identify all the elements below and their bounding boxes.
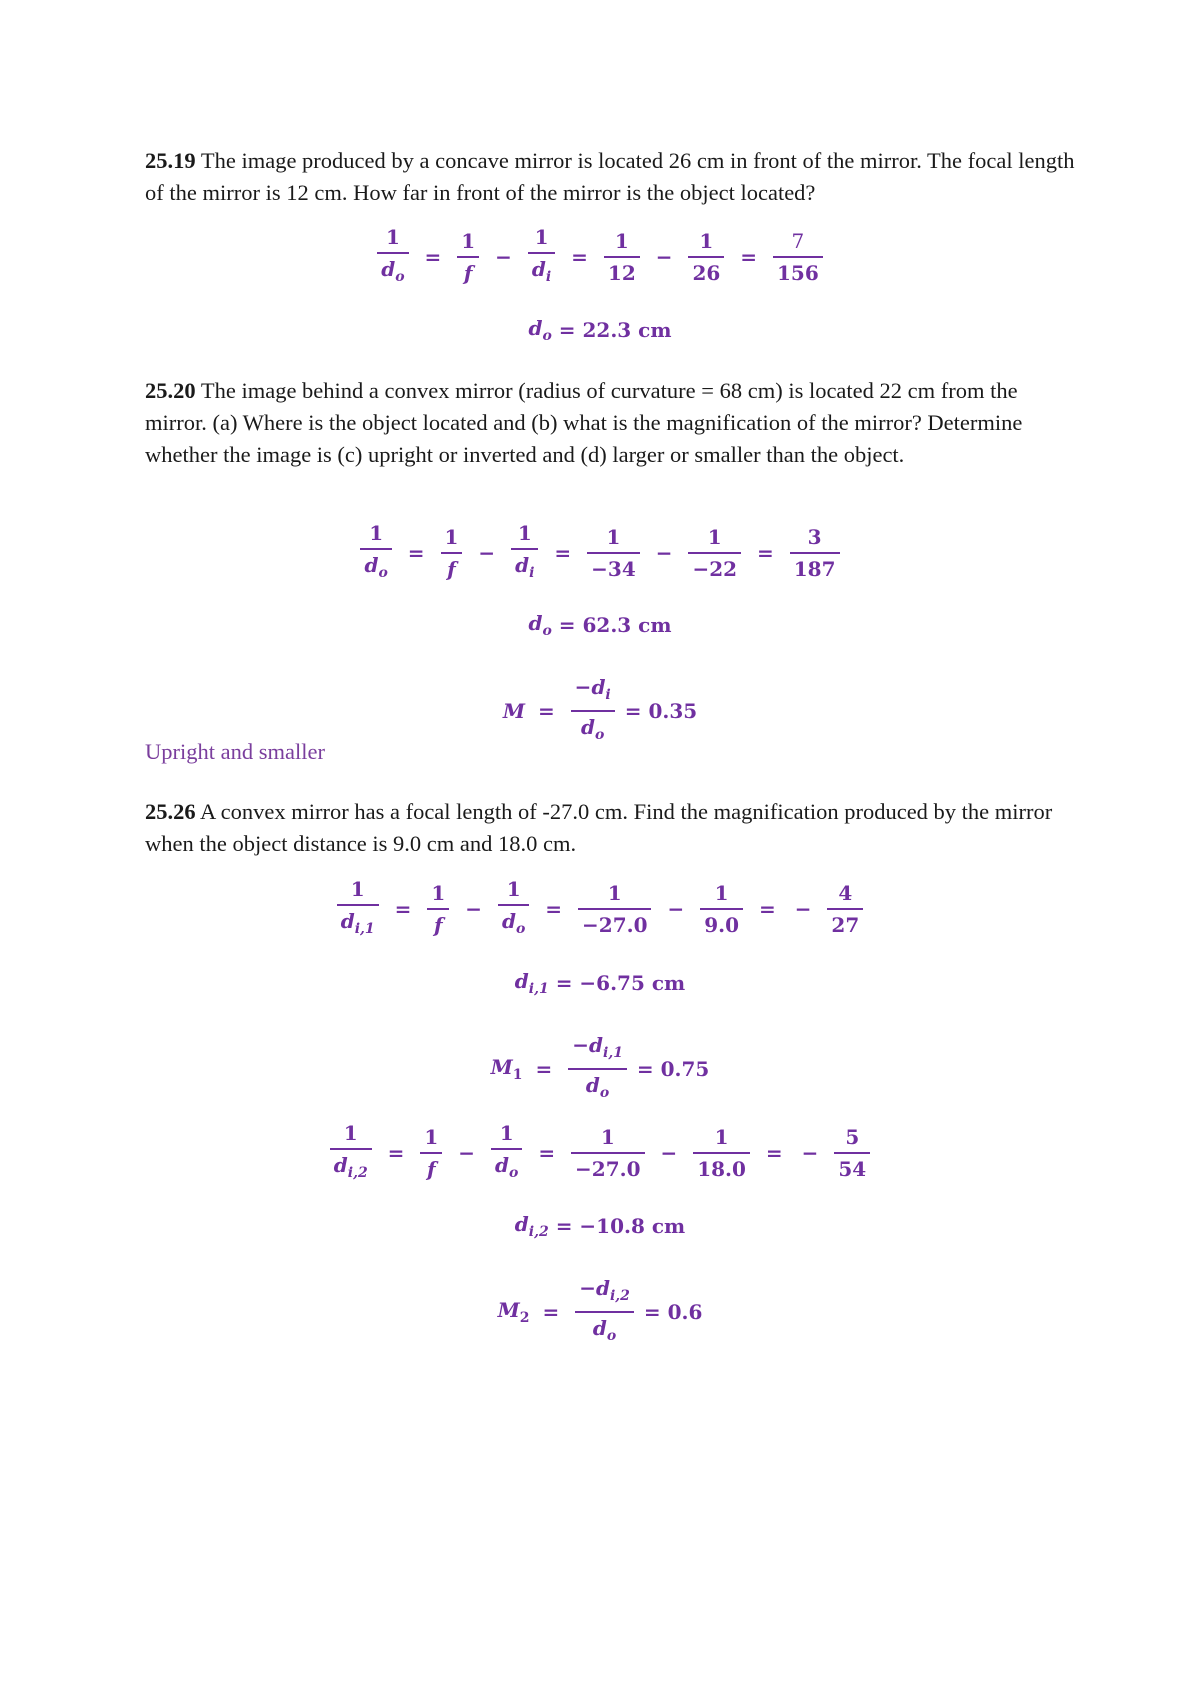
fraction: $\frac{4}{27}$ (827, 878, 863, 940)
problem-25-20 (145, 375, 1080, 471)
fraction: $\frac{1}{d_o}$ (360, 518, 391, 588)
equation-25-19-thin-lens: $\frac{1}{d_o}$ = $\frac{1}{f}$ − $\frac{1}{d_i}$ = $\frac{1}{12}$ − $\frac{1}{26}$ = $\frac{7}{156}$ (0, 222, 1200, 292)
problem-number: 25.26 (145, 799, 196, 824)
fraction: $\frac{1}{-27.0}$ (571, 1122, 644, 1184)
fraction: $\frac{1}{d_{i,2}}$ (330, 1118, 372, 1188)
equation-25-20-result: $d_o = 62.3$ cm (528, 611, 672, 639)
equation-25-26-result1: $d_{i,1} = -6.75$ cm (514, 969, 686, 997)
equation-25-26-case1: $\frac{1}{d_{i,1}}$ = $\frac{1}{f}$ − $\frac{1}{d_o}$ = $\frac{1}{-27.0}$ − $\frac{1}{9.0}$ = − $\frac{4}{27}$ (0, 874, 1200, 944)
fraction: $\frac{1}{d_o}$ (377, 222, 408, 292)
fraction: $\frac{1}{-34}$ (587, 522, 640, 584)
fraction: $\frac{1}{12}$ (604, 226, 640, 288)
equation-25-26-case2: $\frac{1}{d_{i,2}}$ = $\frac{1}{f}$ − $\frac{1}{d_o}$ = $\frac{1}{-27.0}$ − $\frac{1}{18.0}$ = − $\frac{5}{54}$ (0, 1118, 1200, 1188)
fraction: $\frac{1}{9.0}$ (700, 878, 743, 940)
fraction: $\frac{1}{f}$ (457, 226, 479, 288)
answer-25-20: Upright and smaller (145, 739, 325, 764)
problem-number: 25.20 (145, 378, 196, 403)
fraction: $\frac{1}{-27.0}$ (578, 878, 651, 940)
fraction: $\frac{1}{d_o}$ (498, 874, 529, 944)
fraction: $\frac{1}{d_o}$ (491, 1118, 522, 1188)
equation-25-20-thin-lens: $\frac{1}{d_o}$ = $\frac{1}{f}$ − $\frac{1}{d_i}$ = $\frac{1}{-34}$ − $\frac{1}{-22}$ = $\frac{3}{187}$ (0, 518, 1200, 588)
equation-25-20-magnification: M = $\frac{-d_i}{d_o}$ = 0.35 (0, 672, 1200, 750)
fraction: $\frac{1}{d_{i,1}}$ (337, 874, 379, 944)
fraction: $\frac{7}{156}$ (773, 226, 823, 288)
fraction: $\frac{-d_{i,2}}{d_o}$ (575, 1273, 634, 1351)
equation-25-19-result: $d_o = 22.3$ cm (528, 316, 672, 344)
problem-25-19 (145, 145, 1080, 209)
fraction: $\frac{1}{d_i}$ (528, 222, 555, 292)
fraction: $\frac{1}{f}$ (441, 522, 463, 584)
fraction: $\frac{1}{f}$ (420, 1122, 442, 1184)
fraction: $\frac{-d_i}{d_o}$ (571, 672, 615, 750)
fraction: $\frac{1}{26}$ (688, 226, 724, 288)
problem-text: The image behind a convex mirror (radius of curvature = 68 cm) is located 22 cm from the mirror. (a) Where is the object located and (b) what is the magnification of the mirror? Determine whether the image is (c) upright or inverted and (d) larger or smaller than the object. (145, 378, 1023, 467)
problem-25-26 (145, 796, 1080, 860)
fraction: $\frac{-d_{i,1}}{d_o}$ (568, 1030, 627, 1108)
fraction: $\frac{1}{18.0}$ (693, 1122, 750, 1184)
fraction: $\frac{1}{d_i}$ (511, 518, 538, 588)
problem-text: A convex mirror has a focal length of -27.0 cm. Find the magnification produced by the mirror when the object distance is 9.0 cm and 18.0 cm. (145, 799, 1053, 856)
fraction: $\frac{3}{187}$ (790, 522, 840, 584)
equation-25-26-magnification2: $M_2$ = $\frac{-d_{i,2}}{d_o}$ = 0.6 (0, 1273, 1200, 1351)
fraction: $\frac{1}{f}$ (427, 878, 449, 940)
problem-text: The image produced by a concave mirror is located 26 cm in front of the mirror. The focal length of the mirror is 12 cm. How far in front of the mirror is the object located? (145, 148, 1075, 205)
fraction: $\frac{1}{-22}$ (688, 522, 741, 584)
equation-25-26-magnification1: $M_1$ = $\frac{-d_{i,1}}{d_o}$ = 0.75 (0, 1030, 1200, 1108)
fraction: $\frac{5}{54}$ (834, 1122, 870, 1184)
equation-25-26-result2: $d_{i,2} = -10.8$ cm (514, 1212, 686, 1240)
problem-number: 25.19 (145, 148, 196, 173)
